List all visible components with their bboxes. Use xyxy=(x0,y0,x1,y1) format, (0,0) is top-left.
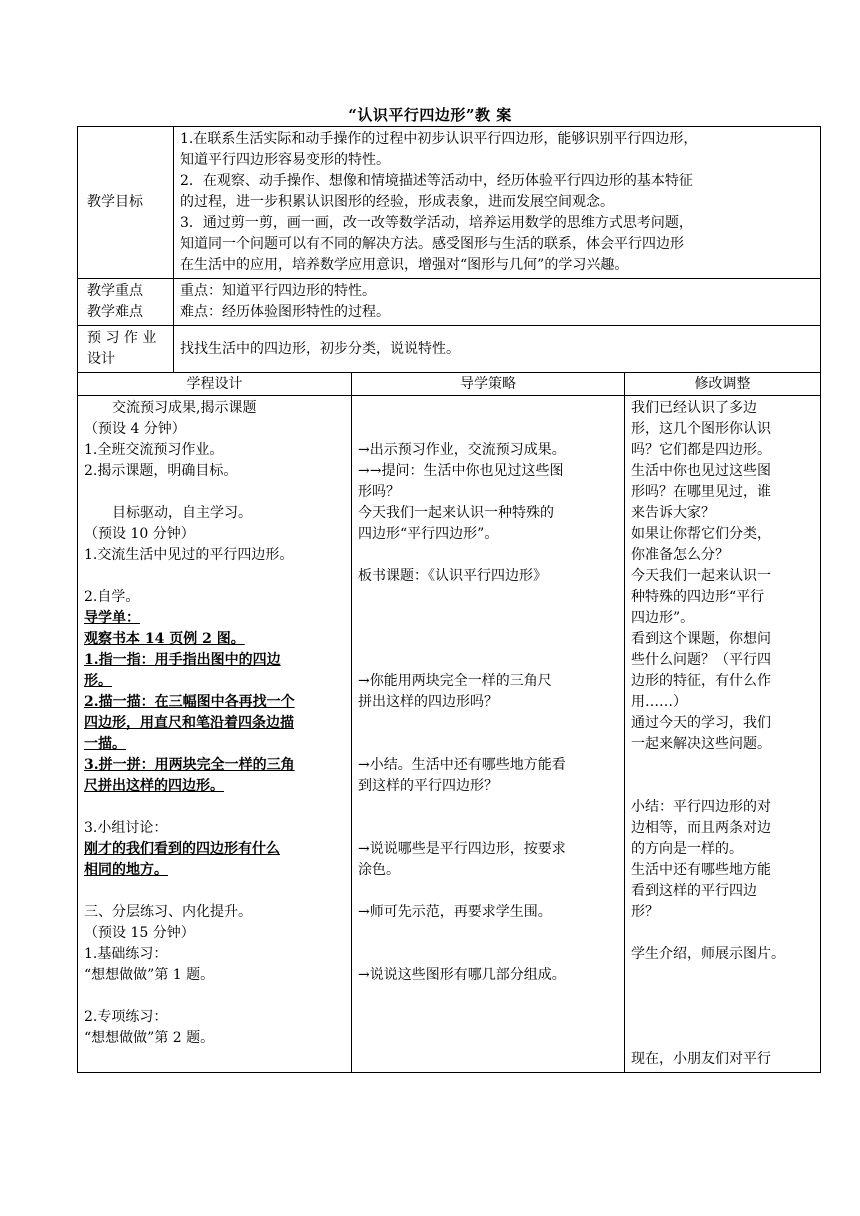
key-points-row xyxy=(78,279,821,326)
objective-line: 知道平行四边形容易变形的特性。 xyxy=(180,152,390,168)
objective-line: 2．在观察、动手操作、想像和情境描述等活动中，经历体验平行四边形的基本特征 xyxy=(180,173,693,189)
objective-line: 3．通过剪一剪，画一画，改一改等数学活动，培养运用数学的思维方式思考问题， xyxy=(180,215,693,231)
preview-label: 预 习 作 业 设计 xyxy=(78,326,174,373)
header-process: 学程设计 xyxy=(78,373,352,396)
header-adjust: 修改调整 xyxy=(625,373,821,396)
column-header-row xyxy=(78,373,821,396)
difficulty-value: 难点：经历体验图形特性的过程。 xyxy=(180,304,390,320)
adjust-column: 我们已经认识了多边 形，这几个图形你认识 吗？它们都是四边形。 生活中你也见过这些图 形吗？在哪里见过，谁 来告诉大家？ 如果让你帮它们分类， 你准备怎么分？ 今天我们一起来认识一 种特殊的四边形“平行 四边形”。 看到这个课题，你想问 些什么问题？（平行四 边形的特征，有什么作 用……） 通过今天的学习，我们 一起来解决这些问题。 小结：平行四边形的对 边相等，而且两条对边 的方向是一样的。 生活中还有哪些地方能 看到这样的平行四边 形？ 学生介绍，师展示图片。 现在，小朋友们对平行 xyxy=(625,396,821,1073)
key-point-label: 教学重点 xyxy=(87,283,143,299)
process-column: 交流预习成果,揭示课题 （预设 4 分钟） 1.全班交流预习作业。 2.揭示课题，明确目标。 目标驱动，自主学习。 （预设 10 分钟） 1.交流生活中见过的平行四边形。 2.自学。 导学单： 观察书本 14 页例 2 图。 1.指一指：用手指出图中的四边 形。 2.描一描：在三幅图中各再找一个 四边形，用直尺和笔沿着四条边描 一描。 3.拼一拼：用两块完全一样的三角 尺拼出这样的四边形。 3.小组讨论： 刚才的我们看到的四边形有什么 相同的地方。 三、分层练习、内化提升。 （预设 15 分钟） 1.基础练习： “想想做做”第 1 题。 2.专项练习： “想想做做”第 2 题。 xyxy=(78,396,352,1073)
page-title: “认识平行四边形”教 案 xyxy=(348,106,512,124)
objective-line: 知道同一个问题可以有不同的解决方法。感受图形与生活的联系，体会平行四边形 xyxy=(180,236,684,252)
key-points-content xyxy=(174,279,821,326)
objectives-row xyxy=(78,127,821,279)
objective-line: 的过程，进一步积累认识图形的经验，形成表象，进而发展空间观念。 xyxy=(180,194,614,210)
header-strategy: 导学策略 xyxy=(352,373,625,396)
strategy-column: →出示预习作业，交流预习成果。 →→提问：生活中你也见过这些图 形吗？ 今天我们一起来认识一种特殊的 四边形“平行四边形”。 板书课题：《认识平行四边形》 →你能用两块完全一样的三角尺 拼出这样的四边形吗？ →小结。生活中还有哪些地方能看 到这样的平行四边形？ →说说哪些是平行四边形，按要求 涂色。 →师可先示范，再要求学生围。 →说说这些图形有哪几部分组成。 xyxy=(352,396,625,1073)
preview-content: 找找生活中的四边形，初步分类，说说特性。 xyxy=(174,326,821,373)
lesson-plan-table xyxy=(77,126,821,1073)
body-row xyxy=(78,396,821,1073)
objective-line: 在生活中的应用，培养数学应用意识，增强对“图形与几何”的学习兴趣。 xyxy=(180,257,629,273)
objectives-content xyxy=(174,127,821,279)
objectives-label: 教学目标 xyxy=(78,127,174,279)
objective-line: 1.在联系生活实际和动手操作的过程中初步认识平行四边形，能够识别平行四边形， xyxy=(180,131,698,147)
key-points-label xyxy=(78,279,174,326)
preview-row xyxy=(78,326,821,373)
key-point-value: 重点：知道平行四边形的特性。 xyxy=(180,283,376,299)
guide-sheet-title: 导学单： xyxy=(84,610,140,626)
difficulty-label: 教学难点 xyxy=(87,304,143,320)
